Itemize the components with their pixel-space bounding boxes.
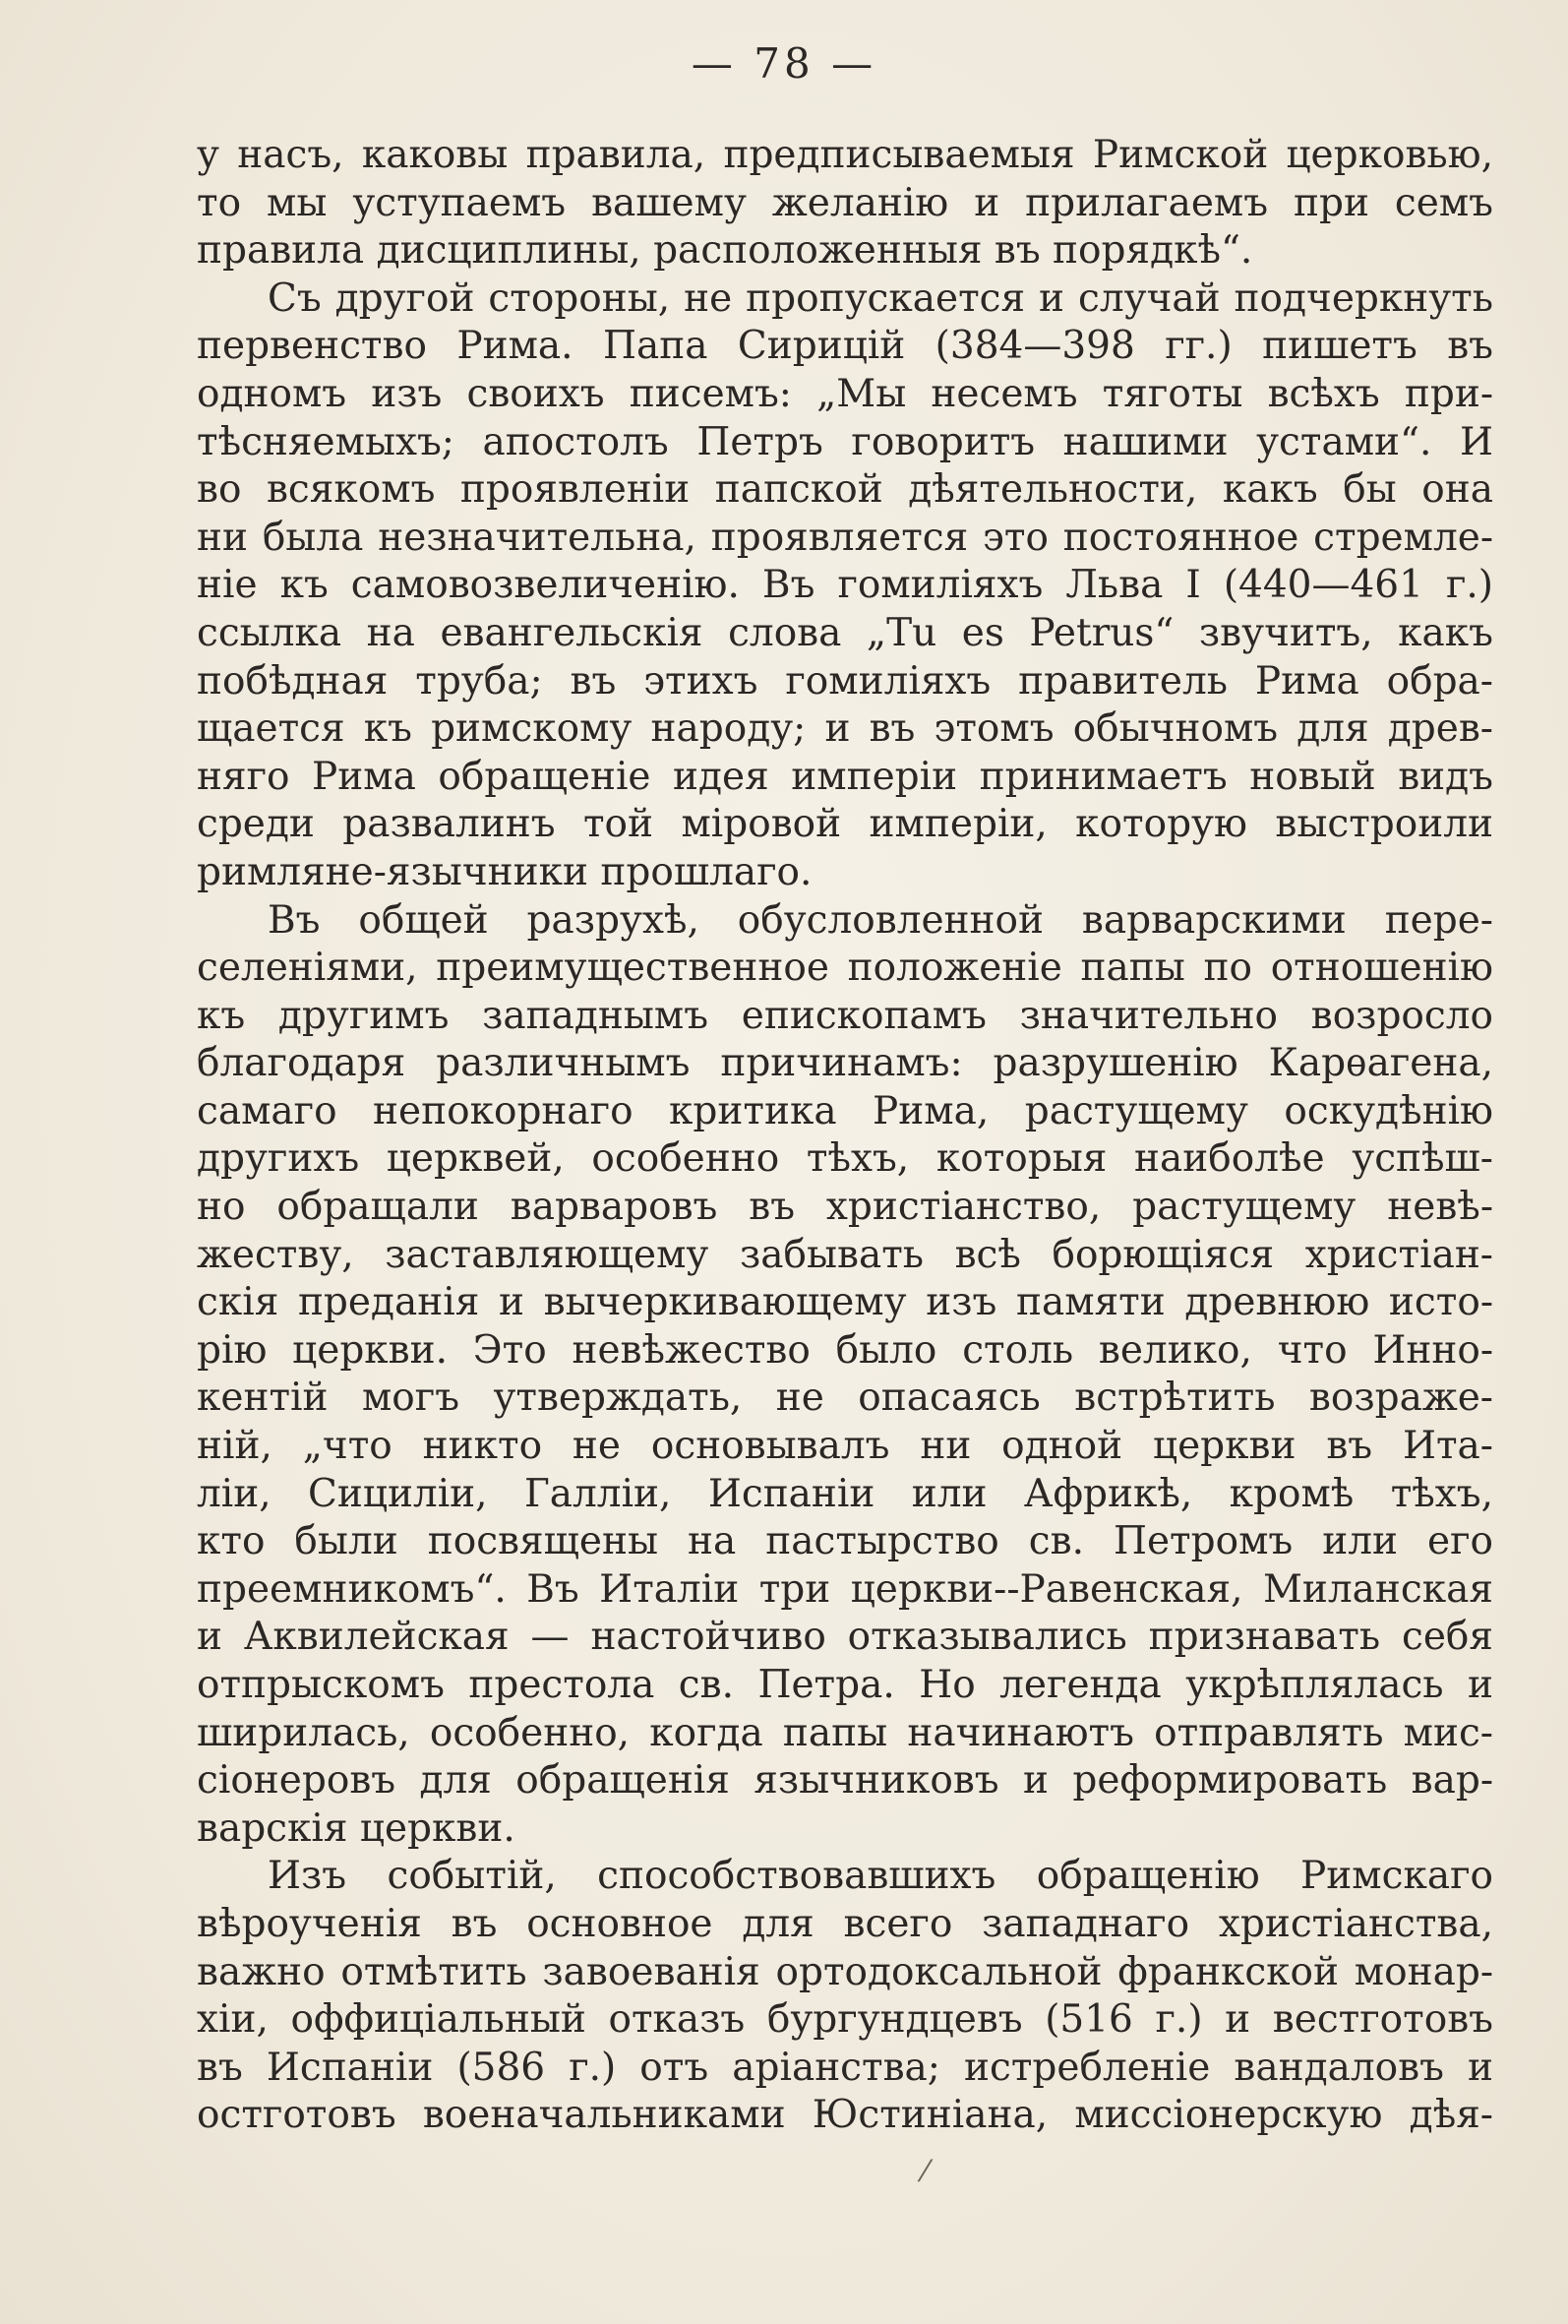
text-line: Съ другой стороны, не пропускается и случай подчеркнуть — [268, 275, 1493, 321]
text-line: Въ общей разрухѣ, обусловленной варварскими пере- — [268, 897, 1493, 943]
text-line: вѣроученія въ основное для всего западнаго христіанства, — [197, 1901, 1493, 1946]
text-line: скія преданія и вычеркивающему изъ памяти древнюю исто- — [197, 1280, 1493, 1325]
text-line: благодаря различнымъ причинамъ: разрушенію Карѳагена, — [197, 1041, 1493, 1086]
text-line: отпрыскомъ престола св. Петра. Но легенда укрѣплялась и — [197, 1663, 1493, 1707]
text-line: ссылка на евангельскія слова „Tu es Petrus“ звучитъ, какъ — [197, 610, 1493, 655]
text-line: правила дисциплины, расположенныя въ порядкѣ“. — [197, 228, 1253, 274]
text-line: ни была незначительна, проявляется это постоянное стремле- — [197, 515, 1493, 560]
text-line: къ другимъ западнымъ епископамъ значительно возросло — [197, 993, 1493, 1038]
text-line: ніе къ самовозвеличенію. Въ гомиліяхъ Льва I (440—461 г.) — [197, 563, 1493, 608]
text-line: селеніями, преимущественное положеніе папы по отношенію — [197, 946, 1493, 991]
text-line: римляне-язычники прошлаго. — [197, 849, 813, 894]
stray-mark: ⁄ — [923, 2155, 929, 2189]
text-line: ліи, Сициліи, Галліи, Испаніи или Африкѣ, кромѣ тѣхъ, — [197, 1471, 1493, 1516]
text-line: но обращали варваровъ въ христіанство, растущему невѣ- — [197, 1185, 1493, 1230]
text-line: хіи, оффиціальный отказъ бургундцевъ (516 г.) и вестготовъ — [197, 1997, 1493, 2043]
text-line: ній, „что никто не основывалъ ни одной церкви въ Ита- — [197, 1424, 1493, 1469]
text-line: другихъ церквей, особенно тѣхъ, которыя наиболѣе успѣш- — [197, 1136, 1493, 1182]
text-line: въ Испаніи (586 г.) отъ аріанства; истребленіе вандаловъ и — [197, 2045, 1493, 2090]
text-line: важно отмѣтить завоеванія ортодоксальной франкской монар- — [197, 1949, 1493, 1994]
text-line: сіонеровъ для обращенія язычниковъ и реформировать вар- — [197, 1758, 1493, 1804]
text-line: преемникомъ“. Въ Италіи три церкви--Равенская, Миланская — [197, 1566, 1493, 1612]
text-line: остготовъ военачальниками Юстиніана, миссіонерскую дѣя- — [197, 2093, 1493, 2138]
text-line: первенство Рима. Папа Сирицій (384—398 гг.) пишетъ въ — [197, 324, 1493, 369]
text-line: Изъ событій, способствовавшихъ обращенію Римскаго — [268, 1854, 1493, 1899]
text-line: среди развалинъ той міровой имперіи, которую выстроили — [197, 802, 1493, 847]
text-line: одномъ изъ своихъ писемъ: „Мы несемъ тяготы всѣхъ при- — [197, 371, 1493, 416]
text-line: кентій могъ утверждать, не опасаясь встрѣтить возраже- — [197, 1376, 1493, 1421]
text-line: кто были посвящены на пастырство св. Петромъ или его — [197, 1519, 1493, 1564]
text-line: варскія церкви. — [197, 1805, 515, 1851]
text-line: рію церкви. Это невѣжество было столь велико, что Инно- — [197, 1327, 1493, 1373]
text-line: тѣсняемыхъ; апостолъ Петръ говоритъ нашими устами“. И — [197, 419, 1493, 464]
page-number: — 78 — — [691, 39, 877, 88]
text-line: жеству, заставляющему забывать всѣ борющіяся христіан- — [197, 1232, 1493, 1277]
text-line: и Аквилейская — настойчиво отказывались признавать себя — [197, 1615, 1493, 1660]
text-line: няго Рима обращеніе идея имперіи принимаетъ новый видъ — [197, 754, 1493, 799]
body-text — [197, 132, 1493, 2140]
text-line: то мы уступаемъ вашему желанію и прилагаемъ при семъ — [197, 180, 1493, 225]
text-line: щается къ римскому народу; и въ этомъ обычномъ для древ- — [197, 706, 1493, 752]
text-line: ширилась, особенно, когда папы начинаютъ отправлять мис- — [197, 1710, 1493, 1755]
text-line: побѣдная труба; въ этихъ гомиліяхъ правитель Рима обра- — [197, 658, 1493, 703]
text-line: у насъ, каковы правила, предписываемыя Римской церковью, — [197, 133, 1493, 177]
text-line: самаго непокорнаго критика Рима, растущему оскудѣнію — [197, 1088, 1493, 1133]
text-line: во всякомъ проявленіи папской дѣятельности, какъ бы она — [197, 467, 1493, 513]
